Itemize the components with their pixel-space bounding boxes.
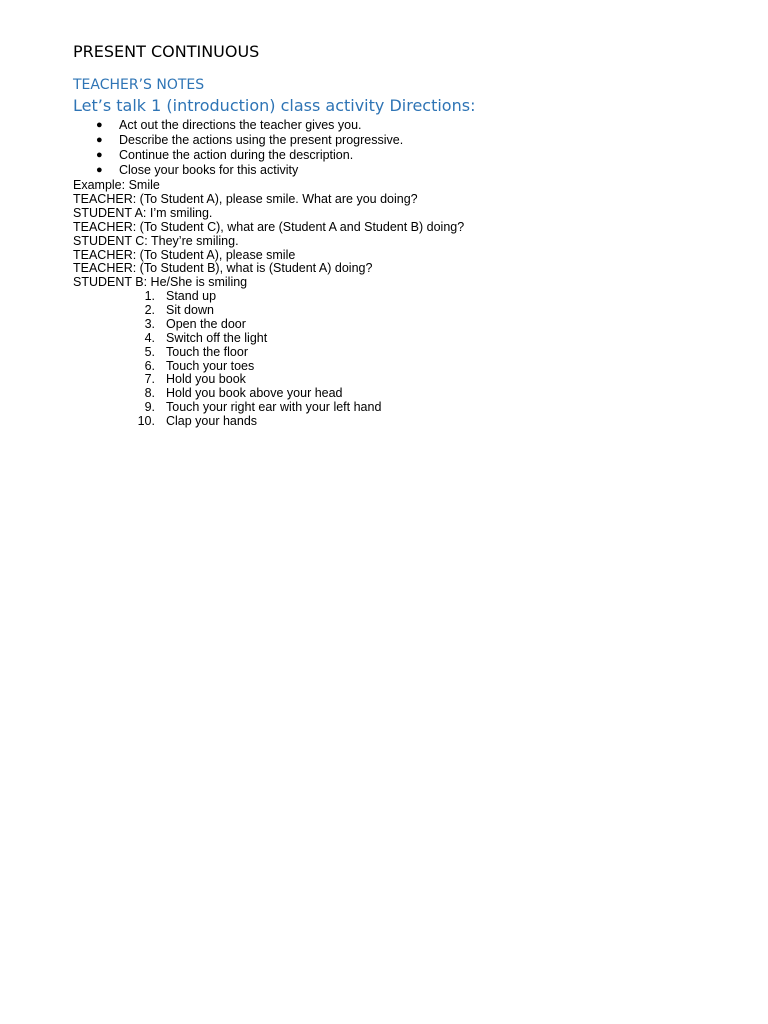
direction-item (73, 163, 403, 178)
bullet-icon: ● (96, 164, 103, 176)
step-number: 3. (144, 316, 155, 331)
dialogue-line: STUDENT C: They’re smiling. (73, 233, 239, 248)
directions-list (73, 118, 403, 178)
step-number: 9. (144, 400, 155, 415)
step-item (73, 304, 381, 318)
step-item (73, 387, 381, 401)
step-text: Switch off the light (166, 330, 268, 345)
step-number: 4. (144, 330, 155, 345)
step-text: Clap your hands (166, 414, 258, 429)
step-text: Touch your right ear with your left hand (166, 400, 382, 415)
step-number: 7. (144, 372, 155, 387)
direction-text: Close your books for this activity (119, 163, 299, 177)
step-text: Sit down (166, 302, 214, 317)
step-number: 10. (137, 414, 155, 429)
bullet-icon: ● (96, 119, 103, 131)
step-item (73, 290, 381, 304)
step-number: 1. (144, 289, 155, 303)
step-number: 6. (144, 358, 155, 373)
step-number: 2. (144, 302, 155, 317)
direction-item (73, 148, 403, 163)
dialogue-line: STUDENT A: I’m smiling. (73, 205, 213, 220)
step-text: Stand up (166, 289, 217, 303)
step-text: Touch the floor (166, 344, 248, 359)
step-item (73, 346, 381, 360)
step-text: Open the door (166, 316, 246, 331)
direction-item (73, 118, 403, 133)
direction-text: Act out the directions the teacher gives you. (119, 118, 362, 132)
dialogue-line: Example: Smile (73, 178, 160, 192)
bullet-icon: ● (96, 149, 103, 161)
step-item (73, 318, 381, 332)
dialogue-line: TEACHER: (To Student A), please smile. What are you doing? (73, 191, 418, 206)
dialogue-line: TEACHER: (To Student C), what are (Student A and Student B) doing? (73, 219, 465, 234)
step-item (73, 360, 381, 374)
dialogue-line: TEACHER: (To Student A), please smile (73, 247, 296, 262)
step-text: Hold you book (166, 372, 246, 387)
step-number: 5. (144, 344, 155, 359)
action-steps-list (73, 290, 381, 429)
bullet-icon: ● (96, 134, 103, 146)
step-text: Hold you book above your head (166, 386, 343, 401)
section-heading: TEACHER’S NOTES (73, 77, 205, 93)
direction-item (73, 133, 403, 148)
direction-text: Describe the actions using the present progressive. (119, 133, 404, 147)
dialogue-line: STUDENT B: He/She is smiling (73, 275, 248, 290)
step-text: Touch your toes (166, 358, 255, 373)
step-item (73, 401, 381, 415)
step-number: 8. (144, 386, 155, 401)
document-title: PRESENT CONTINUOUS (73, 42, 260, 61)
step-item (73, 373, 381, 387)
step-item (73, 332, 381, 346)
example-dialogue (73, 179, 464, 290)
step-item (73, 415, 381, 429)
dialogue-line: TEACHER: (To Student B), what is (Student A) doing? (73, 261, 373, 276)
direction-text: Continue the action during the description. (119, 148, 354, 162)
activity-subheading: Let’s talk 1 (introduction) class activity Directions: (73, 96, 476, 115)
